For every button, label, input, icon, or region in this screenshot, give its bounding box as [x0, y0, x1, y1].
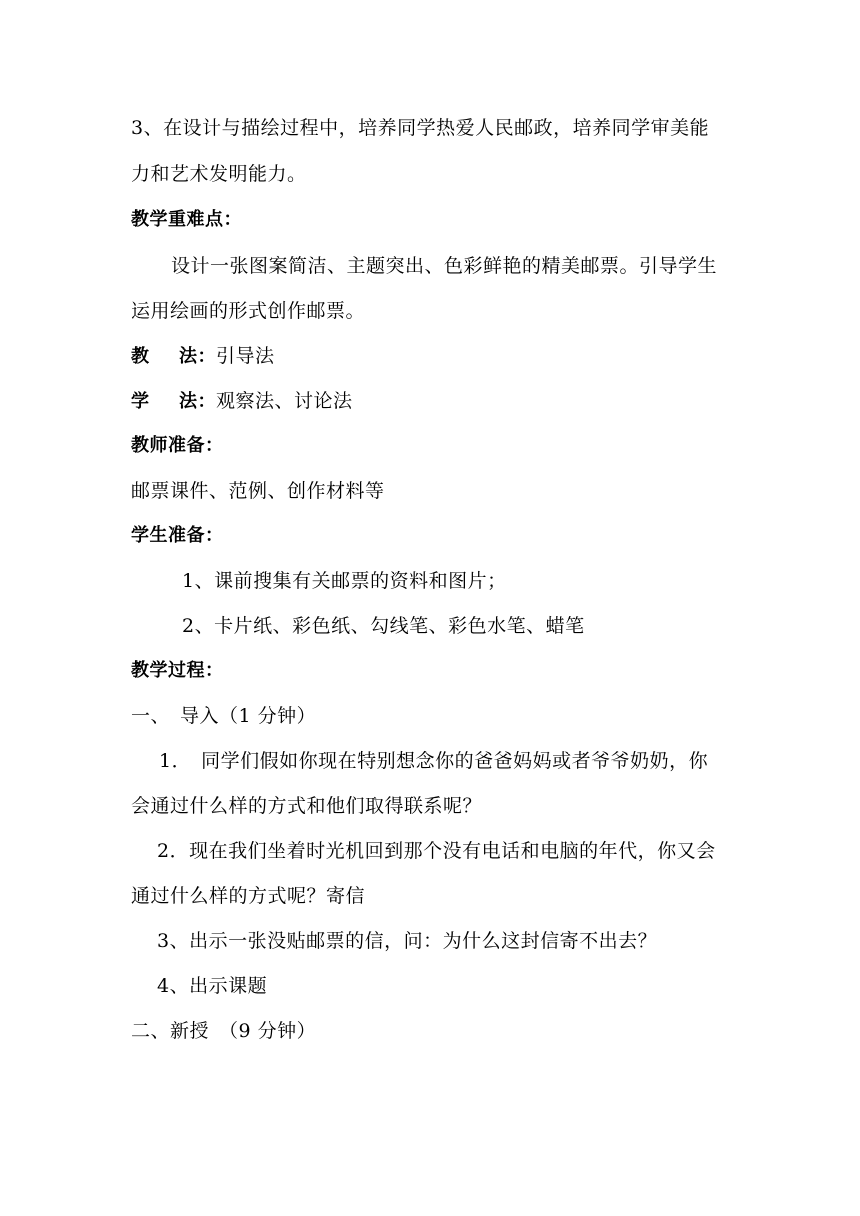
student-prep-item-1: 1、课前搜集有关邮票的资料和图片； — [182, 570, 507, 592]
key-points-heading: 教学重难点： — [131, 209, 242, 230]
learning-method-value: 观察法、讨论法 — [216, 390, 353, 412]
student-prep-heading: 学生准备： — [131, 525, 224, 546]
teaching-method-row — [131, 344, 275, 369]
key-points-line-1: 设计一张图案简洁、主题突出、色彩鲜艳的精美邮票。引导学生 — [171, 255, 718, 277]
objective-3-line-1: 3、在设计与描绘过程中，培养同学热爱人民邮政，培养同学审美能 — [131, 117, 710, 139]
section-1-item-4: 4、出示课题 — [157, 975, 268, 997]
section-1-item-2-line-2: 通过什么样的方式呢？寄信 — [131, 885, 366, 907]
section-1-title: 一、 导入（1 分钟） — [131, 705, 317, 727]
objective-3-line-2: 力和艺术发明能力。 — [131, 163, 307, 185]
process-heading: 教学过程： — [131, 660, 224, 681]
teaching-method-label-b: 法： — [179, 346, 216, 367]
learning-method-label-a: 学 — [131, 391, 150, 412]
section-1-item-2-line-1: 2．现在我们坐着时光机回到那个没有电话和电脑的年代，你又会 — [157, 840, 716, 862]
section-1-item-3: 3、出示一张没贴邮票的信，问：为什么这封信寄不出去？ — [157, 930, 658, 952]
learning-method-label-b: 法： — [179, 391, 216, 412]
student-prep-item-2: 2、卡片纸、彩色纸、勾线笔、彩色水笔、蜡笔 — [182, 615, 585, 637]
teacher-prep-heading: 教师准备： — [131, 435, 224, 456]
teacher-prep-text: 邮票课件、范例、创作材料等 — [131, 480, 385, 502]
key-points-line-2: 运用绘画的形式创作邮票。 — [131, 300, 366, 322]
section-2-title: 二、新授 （9 分钟） — [131, 1020, 317, 1042]
section-1-item-1-line-1: 1． 同学们假如你现在特别想念你的爸爸妈妈或者爷爷奶奶，你 — [159, 750, 709, 772]
teaching-method-value: 引导法 — [216, 345, 275, 367]
section-1-item-1-line-2: 会通过什么样的方式和他们取得联系呢？ — [131, 795, 483, 817]
teaching-method-label-a: 教 — [131, 346, 150, 367]
learning-method-row — [131, 389, 353, 414]
